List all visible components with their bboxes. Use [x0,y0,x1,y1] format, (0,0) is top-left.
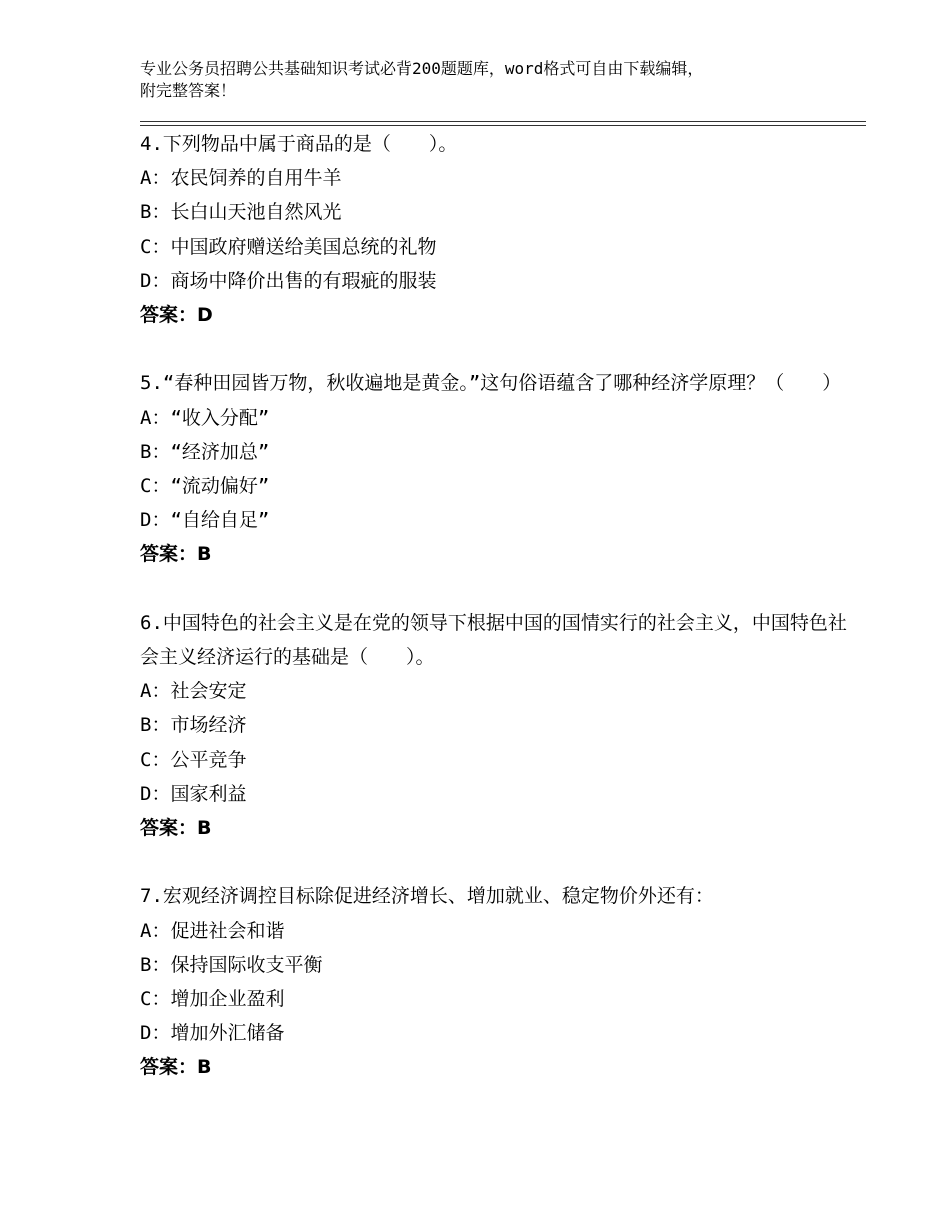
option-a: A：促进社会和谐 [140,919,285,942]
question-4 [140,127,860,332]
option-d: D：增加外汇储备 [140,1022,285,1045]
question-list [140,127,860,1085]
option-a: A：社会安定 [140,680,247,703]
answer: 答案：B [140,817,212,840]
header-rule-bottom [140,125,866,126]
question-stem: 6.中国特色的社会主义是在党的领导下根据中国的国情实行的社会主义，中国特色社会主义经济运行的基础是（ ）。 [140,611,847,669]
spacer [140,332,860,366]
option-d: D：商场中降价出售的有瑕疵的服装 [140,269,437,292]
option-b: B：保持国际收支平衡 [140,953,323,976]
option-b: B：市场经济 [140,714,247,737]
answer: 答案：B [140,543,212,566]
option-c: C：增加企业盈利 [140,988,285,1011]
option-a: A：农民饲养的自用牛羊 [140,167,342,190]
answer: 答案：D [140,304,213,327]
option-b: B：长白山天池自然风光 [140,201,342,224]
option-a: A：“收入分配” [140,406,270,429]
document-header [140,58,860,102]
option-d: D：“自给自足” [140,509,270,532]
header-rule-top [140,121,866,122]
question-stem: 7.宏观经济调控目标除促进经济增长、增加就业、稳定物价外还有： [140,885,714,908]
option-c: C：公平竞争 [140,748,247,771]
option-d: D：国家利益 [140,782,247,805]
header-line-1: 专业公务员招聘公共基础知识考试必背200题题库，word格式可自由下载编辑， [140,59,704,78]
spacer [140,845,860,879]
answer: 答案：B [140,1056,212,1079]
question-6 [140,606,860,845]
header-line-2: 附完整答案！ [140,81,237,100]
option-c: C：“流动偏好” [140,475,270,498]
question-stem: 5.“春种田园皆万物，秋收遍地是黄金。”这句俗语蕴含了哪种经济学原理？（ ） [140,372,842,395]
option-c: C：中国政府赠送给美国总统的礼物 [140,235,437,258]
question-stem: 4.下列物品中属于商品的是（ ）。 [140,133,458,155]
spacer [140,572,860,606]
option-b: B：“经济加总” [140,440,270,463]
question-7 [140,879,860,1084]
question-5 [140,366,860,571]
